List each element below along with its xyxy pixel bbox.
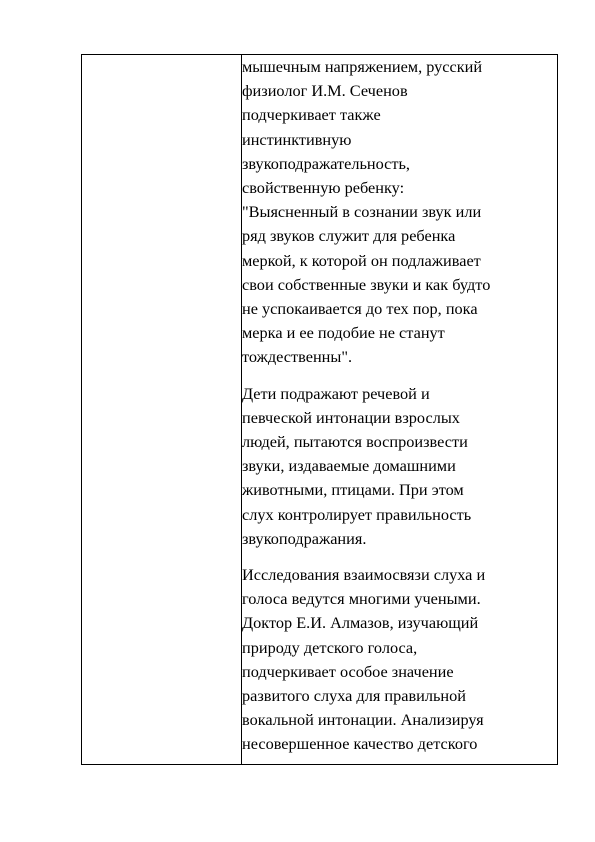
text-line: не успокаивается до тех пор, пока xyxy=(242,299,478,319)
text-line: свойственную ребенку: xyxy=(242,178,405,198)
text-line: голоса ведутся многими учеными. xyxy=(242,589,481,609)
text-line: звукоподражания. xyxy=(242,528,367,548)
paragraph-research xyxy=(242,563,557,757)
text-line: мышечным напряжением, русский xyxy=(242,57,483,76)
document-table xyxy=(81,54,558,765)
text-line: звуки, издаваемые домашними xyxy=(242,456,456,476)
text-line: звукоподражательность, xyxy=(242,153,411,173)
text-line: мерка и ее подобие не станут xyxy=(242,323,445,343)
text-cell xyxy=(242,55,558,765)
text-line: вокальной интонации. Анализируя xyxy=(242,710,484,730)
text-line: слух контролирует правильность xyxy=(242,504,472,524)
text-line: певческой интонации взрослых xyxy=(242,407,460,427)
text-line: подчеркивает особое значение xyxy=(242,661,454,681)
text-line: физиолог И.М. Сеченов xyxy=(242,81,408,101)
text-line: несовершенное качество детского xyxy=(242,734,478,754)
text-line: подчеркивает также xyxy=(242,105,381,125)
text-line: тождественны". xyxy=(242,347,353,367)
text-line: природу детского голоса, xyxy=(242,637,418,657)
text-line: свои собственные звуки и как будто xyxy=(242,274,491,294)
text-line: инстинктивную xyxy=(242,129,352,149)
table-row xyxy=(82,55,558,765)
text-line: ряд звуков служит для ребенка xyxy=(242,226,456,246)
text-line: Исследования взаимосвязи слуха и xyxy=(242,565,486,585)
text-line: Дети подражают речевой и xyxy=(242,383,430,403)
text-line: "Выясненный в сознании звук или xyxy=(242,202,482,222)
text-line: развитого слуха для правильной xyxy=(242,686,467,706)
text-line: меркой, к которой он подлаживает xyxy=(242,250,481,270)
text-line: животными, птицами. При этом xyxy=(242,480,464,500)
paragraph-imitation xyxy=(242,382,557,551)
text-line: людей, пытаются воспроизвести xyxy=(242,432,468,452)
empty-left-cell xyxy=(82,55,242,765)
text-line: Доктор Е.И. Алмазов, изучающий xyxy=(242,613,479,633)
paragraph-sechenov xyxy=(242,55,557,370)
